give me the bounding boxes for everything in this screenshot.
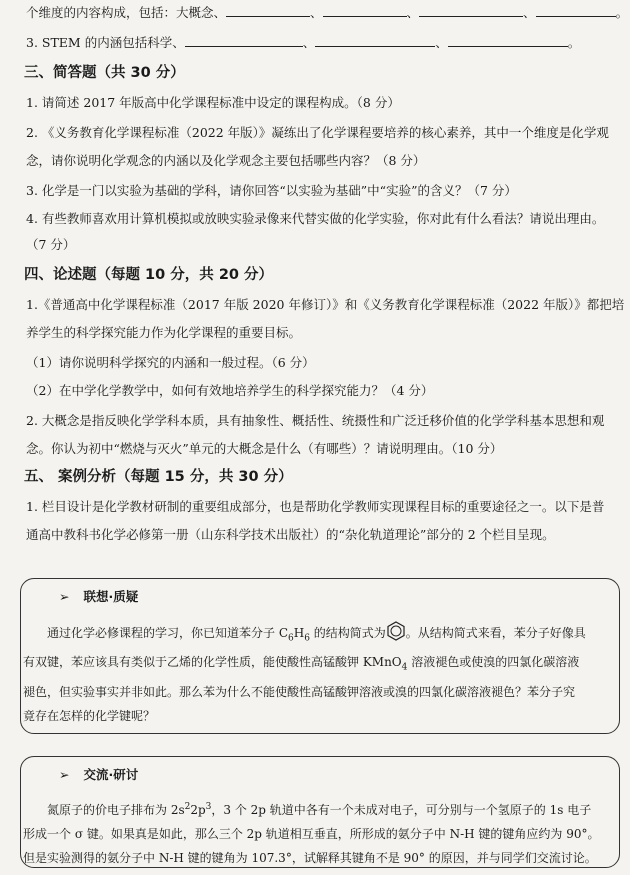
question-text: 2. 大概念是指反映化学学科本质，具有抽象性、概括性、统摄性和广泛迁移价值的化学学科基本思想和观 — [26, 413, 605, 428]
question-text: 2. 《义务教育化学课程标准（2022 年版）》凝练出了化学课程要培养的核心素养，其中一个维度是化学观 — [26, 125, 609, 140]
answer-blank[interactable] — [323, 4, 407, 17]
question-text: （1）请你说明科学探究的内涵和一般过程。（6 分） — [26, 355, 315, 370]
question-text: （7 分） — [26, 237, 76, 252]
arrow-icon: ➢ — [59, 589, 70, 604]
question-text: 通高中教科书化学必修第一册（山东科学技术出版社）的“杂化轨道理论”部分的 2 个栏目呈现。 — [26, 527, 555, 542]
section-heading-case-analysis: 五、 案例分析（每题 15 分，共 30 分） — [24, 469, 293, 485]
answer-blank[interactable] — [315, 34, 435, 47]
answer-blank[interactable] — [226, 4, 310, 17]
question-text: 1. 栏目设计是化学教材研制的重要组成部分，也是帮助化学教师实现课程目标的重要途径之一。以下是普 — [26, 499, 605, 514]
section-heading-essay: 四、论述题（每题 10 分，共 20 分） — [24, 267, 274, 283]
answer-blank[interactable] — [536, 4, 616, 17]
textbook-column-box — [20, 578, 620, 734]
arrow-icon: ➢ — [59, 767, 70, 782]
column-title: ➢ 交流·研讨 — [59, 767, 139, 782]
question-text: 养学生的科学探究能力作为化学课程的重要目标。 — [26, 325, 302, 340]
benzene-ring-icon — [386, 621, 406, 641]
question-text: 4. 有些教师喜欢用计算机模拟或放映实验录像来代替实做的化学实验，你对此有什么看法？请说出理由。 — [26, 211, 605, 226]
fill-in-text: 个维度的内容构成，包括：大概念、 — [26, 5, 227, 20]
question-text: 念，请你说明化学观念的内涵以及化学观念主要包括哪些内容？（8 分） — [26, 153, 426, 168]
section-heading-short-answer: 三、简答题（共 30 分） — [24, 65, 185, 81]
fill-in-line-3: 3. STEM 的内涵包括科学、 、 、 。 — [26, 35, 581, 50]
answer-blank[interactable] — [419, 4, 523, 17]
column-paragraph: 通过化学必修课程的学习，你已知道苯分子 $C_6H_6$ 的结构简式为 。从结构简式来看，苯分子好像具 有双键，苯应该具有类似于乙烯的化学性质，能使酸性高锰酸钾 KMnO$_4$ 溶液褪色或使溴的四氯化碳溶液 褪色，但实验事实并非如此。那么苯为什么不能使酸性高锰酸钾溶液或溴的四氯化碳溶液褪色？苯分子究 竟存在怎样的化学键呢？ — [23, 621, 611, 728]
question-text: （2）在中学化学教学中，如何有效地培养学生的科学探究能力？（4 分） — [26, 383, 434, 398]
column-title: ➢ 联想·质疑 — [59, 589, 139, 604]
textbook-column-box — [20, 756, 620, 868]
fill-in-text: 3. STEM 的内涵包括科学、 — [26, 35, 185, 50]
answer-blank[interactable] — [185, 34, 303, 47]
fill-in-line-2: 个维度的内容构成，包括：大概念、 、 、 、 。 — [26, 5, 629, 20]
answer-blank[interactable] — [448, 34, 568, 47]
question-text: 1. 请简述 2017 年版高中化学课程标准中设定的课程构成。（8 分） — [26, 95, 400, 110]
question-text: 念。你认为初中“燃烧与灭火”单元的大概念是什么（有哪些）？请说明理由。（10 分） — [26, 441, 503, 456]
column-paragraph: 氮原子的价电子排布为 $2s^22p^3$，3 个 2p 轨道中各有一个未成对电子，可分别与一个氢原子的 1s 电子 形成一个 σ 键。如果真是如此，那么三个 2p 轨道相互垂直，所形成的氨分子中 N-H 键的键角应约为 90°。 但是实验测得的氨分子中 N-H 键的键角为 107.3°，试解释其键角不是 90° 的原因，并与同学们交流讨论。 — [23, 802, 600, 865]
question-text: 1.《普通高中化学课程标准（2017 年版 2020 年修订）》和《义务教育化学课程标准（2022 年版）》都把培 — [26, 297, 625, 312]
question-text: 3. 化学是一门以实验为基础的学科，请你回答“以实验为基础”中“实验”的含义？（7 分） — [26, 183, 517, 198]
